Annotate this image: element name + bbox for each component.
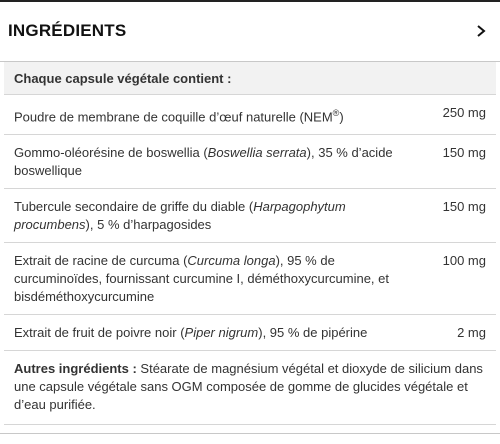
chevron-right-icon[interactable] (474, 24, 488, 38)
latin-name: Harpagophytum procumbens (14, 199, 346, 233)
other-ingredients-text: Stéarate de magnésium végétal et dioxyde de silicium dans une capsule végétale sans OGM composée de gomme de glucides végétale et d’eau purifiée. (14, 361, 483, 413)
section-title: INGRÉDIENTS (8, 20, 127, 40)
other-ingredients-label: Autres ingrédients : (14, 361, 137, 377)
ingredients-table (4, 95, 496, 351)
ingredient-text: ), 5 % d’harpagosides (85, 217, 212, 233)
ingredients-header[interactable] (0, 0, 500, 62)
latin-name: Piper nigrum (184, 325, 259, 341)
ingredient-name (4, 243, 410, 315)
ingredient-text: Poudre de membrane de coquille d’œuf naturelle (NEM (14, 109, 333, 125)
ingredient-amount: 150 mg (410, 135, 496, 189)
ingredient-amount: 2 mg (410, 315, 496, 351)
ingredient-name (4, 135, 410, 189)
latin-name: Curcuma longa (187, 253, 276, 269)
ingredient-text: ), 95 % de curcuminoïdes, fournissant curcumine I, déméthoxycurcumine, et bisdéméthoxycurcumine (14, 253, 390, 305)
ingredient-name (4, 315, 410, 351)
latin-name: Boswellia serrata (207, 145, 307, 161)
ingredient-text: Extrait de fruit de poivre noir ( (14, 325, 185, 341)
other-ingredients (4, 351, 496, 425)
table-row (4, 315, 496, 351)
ingredient-amount: 150 mg (410, 189, 496, 243)
ingredient-text: ) (339, 109, 344, 125)
ingredient-text: ), 35 % d’acide boswellique (14, 145, 393, 179)
ingredient-text: Gommo-oléorésine de boswellia ( (14, 145, 208, 161)
ingredient-text: ), 95 % de pipérine (258, 325, 368, 341)
ingredient-name (4, 95, 410, 135)
table-row (4, 243, 496, 315)
ingredient-name (4, 189, 410, 243)
ingredient-text: Extrait de racine de curcuma ( (14, 253, 188, 269)
ingredient-amount: 250 mg (410, 95, 496, 135)
table-row (4, 95, 496, 135)
table-row (4, 135, 496, 189)
registered-mark: ® (332, 108, 340, 118)
bottom-divider (0, 433, 500, 434)
ingredient-amount: 100 mg (410, 243, 496, 315)
ingredients-panel (4, 62, 496, 425)
panel-heading: Chaque capsule végétale contient : (4, 62, 496, 95)
table-row (4, 189, 496, 243)
ingredient-text: Tubercule secondaire de griffe du diable ( (14, 199, 254, 215)
